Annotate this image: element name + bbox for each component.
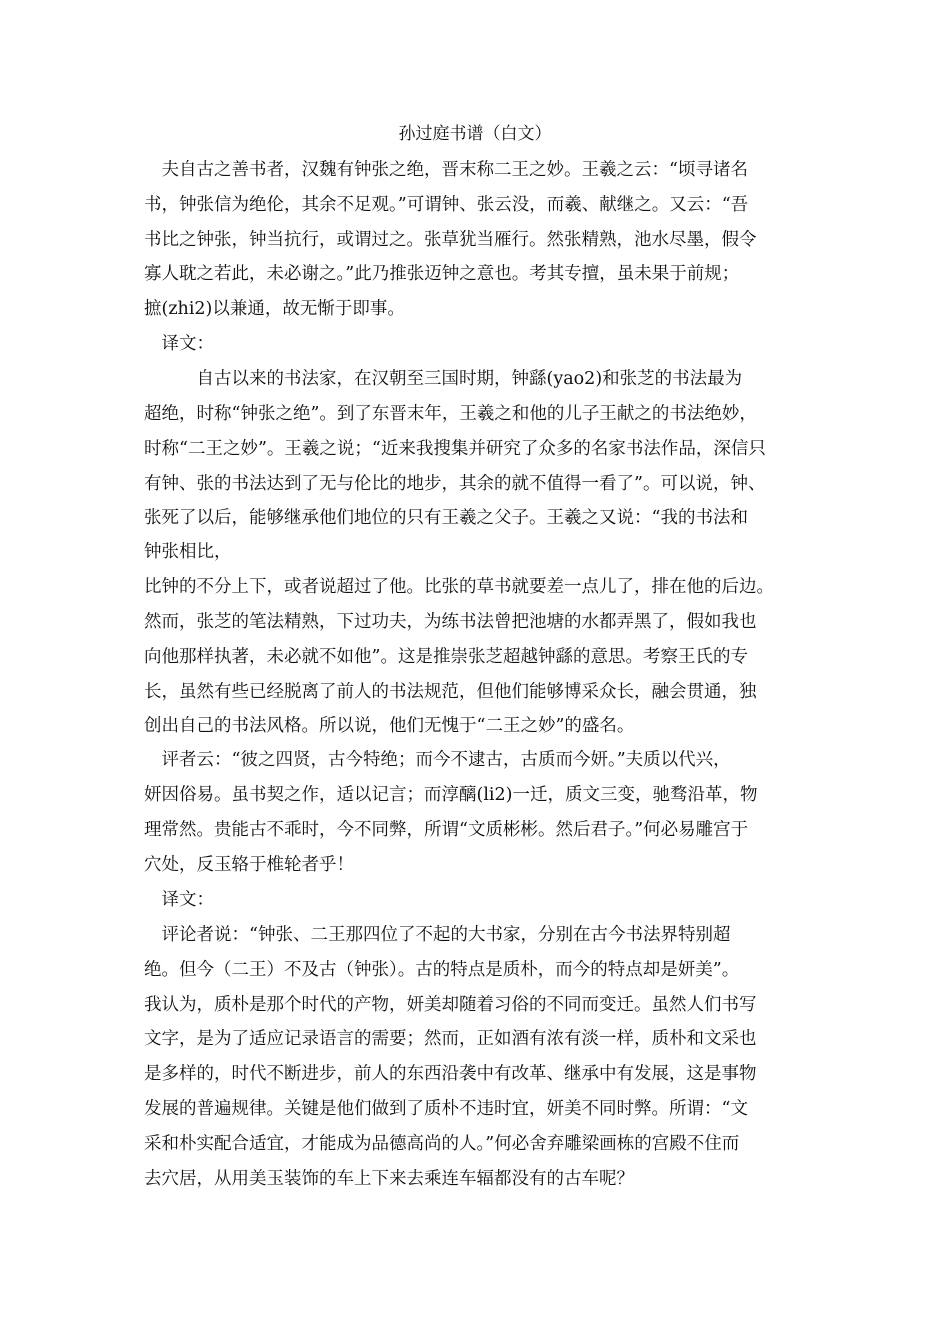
text-line: 发展的普遍规律。关键是他们做到了质朴不违时宜，妍美不同时弊。所谓：“文 xyxy=(144,1099,748,1119)
text-line: 钟张相比， xyxy=(144,542,232,562)
text-line: 绝。但今（二王）不及古（钟张）。古的特点是质朴，而今的特点却是妍美”。 xyxy=(144,960,740,980)
text-line: 有钟、张的书法达到了无与伦比的地步，其余的就不值得一看了”。可以说，钟、 xyxy=(144,474,766,494)
text-line: 是多样的，时代不断进步，前人的东西沿袭中有改革、继承中有发展，这是事物 xyxy=(144,1064,757,1084)
text-line: 然而，张芝的笔法精熟，下过功夫，为练书法曾把池塘的水都弄黑了，假如我也 xyxy=(144,612,757,632)
text-line: 去穴居，从用美玉装饰的车上下来去乘连车辐都没有的古车呢？ xyxy=(144,1169,634,1189)
text-line: 长，虽然有些已经脱离了前人的书法规范，但他们能够博采众长，融会贯通，独 xyxy=(144,682,757,702)
text-line: 摭(zhi2)以兼通，故无惭于即事。 xyxy=(144,299,405,319)
text-line: 文字，是为了适应记录语言的需要；然而，正如酒有浓有淡一样，质朴和文采也 xyxy=(144,1029,757,1049)
section-label: 译文： xyxy=(144,890,214,910)
text-line: 我认为，质朴是那个时代的产物，妍美却随着习俗的不同而变迁。虽然人们书写 xyxy=(144,995,757,1015)
section-label: 译文： xyxy=(144,334,214,354)
text-line: 妍因俗易。虽书契之作，适以记言；而淳醨(li2)一迁，质文三变，驰骛沿革，物 xyxy=(144,785,758,805)
text-line: 夫自古之善书者，汉魏有钟张之绝，晋末称二王之妙。王羲之云：“顷寻诸名 xyxy=(144,160,748,180)
page-title: 孙过庭书谱（白文） xyxy=(398,124,552,144)
text-line: 寡人耽之若此，未必谢之。”此乃推张迈钟之意也。考其专擅，虽未果于前规； xyxy=(144,264,740,284)
text-line: 自古以来的书法家，在汉朝至三国时期，钟繇(yao2)和张芝的书法最为 xyxy=(144,369,743,389)
text-line: 理常然。贵能古不乖时，今不同弊，所谓“文质彬彬。然后君子。”何必易雕宫于 xyxy=(144,820,749,840)
text-line: 书，钟张信为绝伦，其余不足观。”可谓钟、张云没，而羲、献继之。又云：“吾 xyxy=(144,195,749,215)
text-line: 比钟的不分上下，或者说超过了他。比张的草书就要差一点儿了，排在他的后边。 xyxy=(144,577,774,597)
text-line: 张死了以后，能够继承他们地位的只有王羲之父子。王羲之又说：“我的书法和 xyxy=(144,508,748,528)
text-line: 创出自己的书法风格。所以说，他们无愧于“二王之妙”的盛名。 xyxy=(144,716,635,736)
text-line: 超绝，时称“钟张之绝”。到了东晋末年，王羲之和他的儿子王献之的书法绝妙， xyxy=(144,404,757,424)
text-line: 穴处，反玉辂于椎轮者乎！ xyxy=(144,855,354,875)
text-line: 采和朴实配合适宜，才能成为品德高尚的人。”何必舍弃雕梁画栋的宫殿不住而 xyxy=(144,1134,740,1154)
text-line: 时称“二王之妙”。王羲之说；“近来我搜集并研究了众多的名家书法作品，深信只 xyxy=(144,439,766,459)
text-line: 评论者说：“钟张、二王那四位了不起的大书家，分别在古今书法界特别超 xyxy=(144,925,731,945)
text-line: 评者云：“彼之四贤，古今特绝；而今不逮古，古质而今妍。”夫质以代兴， xyxy=(144,750,731,770)
text-line: 书比之钟张，钟当抗行，或谓过之。张草犹当雁行。然张精熟，池水尽墨，假令 xyxy=(144,230,757,250)
text-line: 向他那样执著，未必就不如他”。这是推崇张芝超越钟繇的意思。考察王氏的专 xyxy=(144,647,748,667)
